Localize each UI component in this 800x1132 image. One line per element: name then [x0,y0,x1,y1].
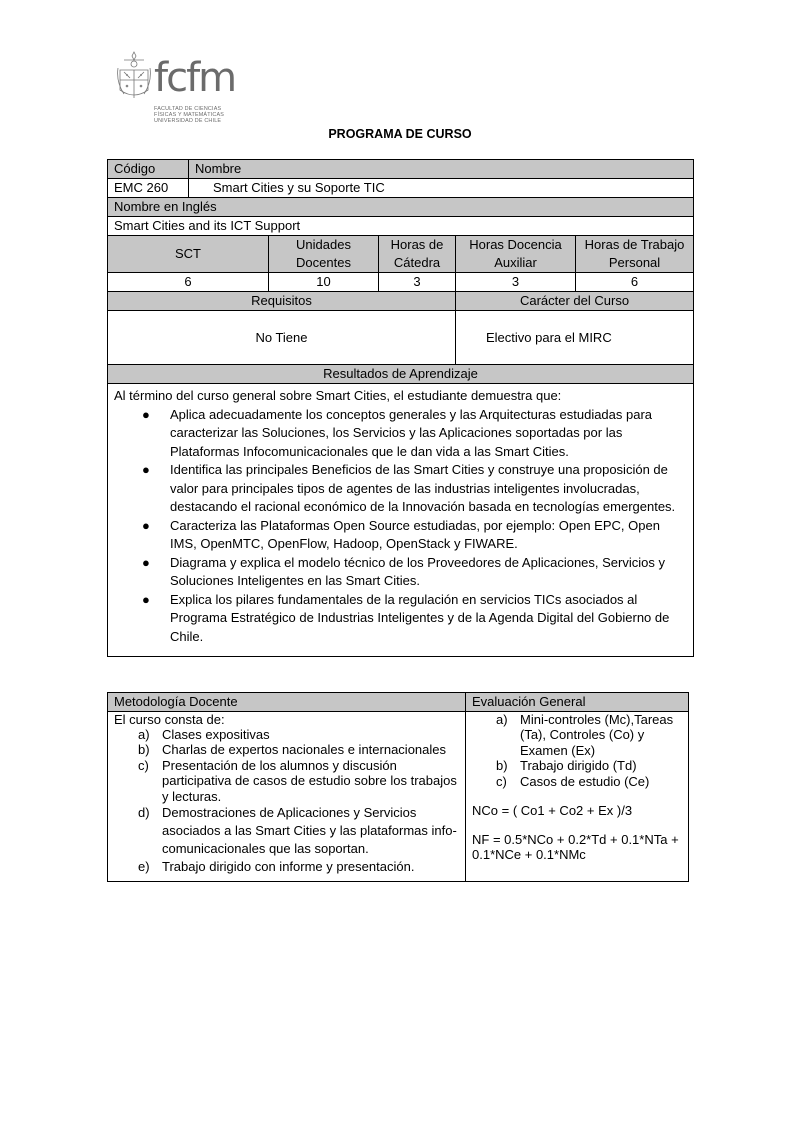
list-item [144,554,687,591]
bullet-icon: ● [142,462,150,478]
code-label: Código [108,160,189,179]
list-item [114,804,459,858]
faculty-line-2: FÍSICAS Y MATEMÁTICAS [154,112,225,118]
item-text: Trabajo dirigido con informe y presentación. [162,859,415,875]
item-text: Presentación de los alumnos y discusión participativa de casos de estudio sobre los trabajos y lecturas. [162,757,457,804]
list-item [144,517,687,554]
document-title: PROGRAMA DE CURSO [328,127,472,141]
item-text: Charlas de expertos nacionales e internacionales [162,742,447,758]
list-item [144,591,687,646]
methodology-intro: El curso consta de: [114,712,225,727]
list-item [144,406,687,461]
bullet-icon: ● [142,591,150,607]
english-name-label: Nombre en Inglés [108,198,694,217]
faculty-name [154,106,244,124]
english-name: Smart Cities and its ICT Support [108,217,694,236]
bullet-icon: ● [142,517,150,533]
caracter-label: Carácter del Curso [456,292,694,311]
faculty-line-3: UNIVERSIDAD DE CHILE [154,118,222,124]
results-intro: Al término del curso general sobre Smart Cities, el estudiante demuestra que: [114,388,562,403]
hours-value-unidades: 10 [269,273,379,292]
item-marker: c) [496,773,507,789]
result-text: Identifica las principales Beneficios de las Smart Cities y construye una proposición de valor para principales tipos de agentes de las industrias inteligentes involucradas, destacando el racional económico de la Innovación basada en tecnologías emergentes. [170,462,676,514]
formula-nf: NF = 0.5*NCo + 0.2*Td + 0.1*NTa + 0.1*NCe + 0.1*NMc [472,832,679,863]
result-text: Diagrama y explica el modelo técnico de los Proveedores de Aplicaciones, Servicios y Soluciones Inteligentes en las Smart Cities. [170,554,665,589]
hours-value-auxiliar: 3 [456,273,576,292]
results-section [108,384,694,657]
results-label: Resultados de Aprendizaje [108,365,694,384]
requisitos-value: No Tiene [108,311,456,365]
course-code: EMC 260 [108,179,189,198]
item-text: Casos de estudio (Ce) [520,773,650,789]
list-item [472,712,682,758]
list-item [472,758,682,773]
methodology-section [108,712,466,882]
result-text: Caracteriza las Plataformas Open Source estudiadas, por ejemplo: Open EPC, Open IMS, OpenMTC, OpenFlow, Hadoop, OpenStack y FIWARE. [170,517,660,552]
hours-header-auxiliar: Horas Docencia Auxiliar [456,236,576,273]
hours-value-personal: 6 [576,273,694,292]
hours-header-personal: Horas de Trabajo Personal [576,236,694,273]
methodology-list [114,727,459,876]
item-text: Mini-controles (Mc),Tareas (Ta), Controles (Co) y Examen (Ex) [520,712,674,758]
result-text: Aplica adecuadamente los conceptos generales y las Arquitecturas estudiadas para caracterizar las Soluciones, los Servicios y las Aplicaciones soportadas por las Plataformas Infocomunicacionales que le dan vida a las Smart Cities. [170,407,653,459]
results-list [114,406,687,646]
hours-value-catedra: 3 [379,273,456,292]
evaluation-label: Evaluación General [466,693,689,712]
item-marker: e) [138,859,150,875]
item-text: Trabajo dirigido (Td) [520,758,637,774]
item-marker: a) [496,712,508,727]
requisitos-label: Requisitos [108,292,456,311]
item-text: Clases expositivas [162,727,270,742]
list-item [114,858,459,876]
evaluation-list [472,712,682,789]
fcfm-logo [116,48,246,128]
item-marker: b) [138,742,150,758]
evaluation-section [466,712,689,882]
hours-value-sct: 6 [108,273,269,292]
list-item [114,742,459,757]
hours-header-catedra: Horas de Cátedra [379,236,456,273]
methodology-evaluation-table [107,692,689,882]
name-label: Nombre [189,160,694,179]
university-seal-icon [116,50,152,102]
course-name: Smart Cities y su Soporte TIC [189,179,694,198]
hours-header-sct: SCT [108,236,269,273]
item-marker: b) [496,758,508,774]
hours-header-unidades: Unidades Docentes [269,236,379,273]
faculty-line-1: FACULTAD DE CIENCIAS [154,106,222,112]
methodology-label: Metodología Docente [108,693,466,712]
item-marker: d) [138,805,150,821]
list-item [472,774,682,789]
item-marker: a) [138,727,150,742]
caracter-value: Electivo para el MIRC [456,311,694,365]
bullet-icon: ● [142,407,150,422]
item-marker: c) [138,757,149,773]
list-item [114,758,459,804]
formula-nco: NCo = ( Co1 + Co2 + Ex )/3 [472,803,633,819]
result-text: Explica los pilares fundamentales de la regulación en servicios TICs asociados al Programa Estratégico de Industrias Inteligentes y de la Agenda Digital del Gobierno de Chile. [170,591,670,644]
list-item [144,461,687,516]
list-item [114,727,459,742]
fcfm-wordmark: fcfm [154,55,236,101]
bullet-icon: ● [142,554,150,570]
item-text: Demostraciones de Aplicaciones y Servicios asociados a las Smart Cities y las plataformas info-comunicacionales que las soportan. [162,805,457,857]
course-info-table [107,159,694,657]
